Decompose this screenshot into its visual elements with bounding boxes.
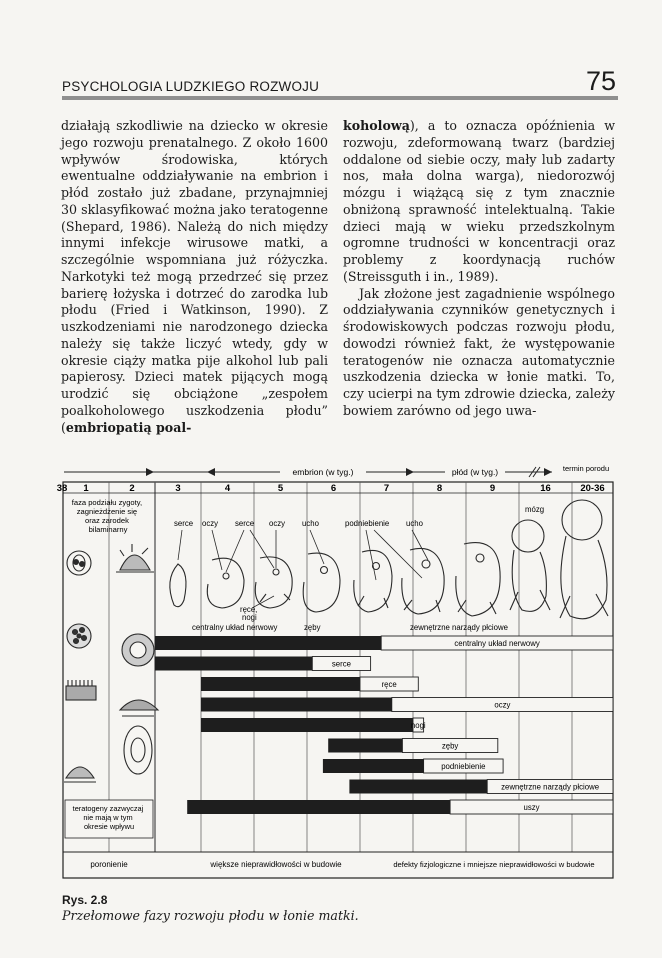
footer-defekty: defekty fizjologiczne i mniejsze nieprawidłowości w budowie	[393, 860, 595, 869]
disc-icon	[120, 700, 158, 716]
organ-label-rece-nogi: ręce,	[240, 605, 258, 614]
organ-label-oczy: oczy	[202, 519, 219, 528]
bar-row	[201, 698, 613, 712]
right-paragraph-1	[343, 118, 615, 286]
left-bold-term: embriopatią poal-	[65, 419, 192, 435]
organ-label-serce: serce	[174, 519, 194, 528]
embryo-illustrations	[67, 500, 608, 619]
bar-label: nogi	[410, 721, 426, 730]
bilaminar-icon	[122, 634, 154, 666]
organ-label-podniebienie: podniebienie	[345, 519, 390, 528]
bar-row	[323, 759, 503, 773]
arrow-head	[544, 468, 552, 476]
stage-description: faza podziału zygoty, zagnieżdżenie się oraz zarodek bilaminarny	[71, 498, 143, 534]
left-paragraph	[61, 118, 328, 436]
bar-label: zewnętrzne narządy płciowe	[501, 782, 600, 792]
bar-label: podniebienie	[441, 762, 486, 771]
embryo-week-3	[170, 564, 186, 607]
susceptibility-illustrations	[64, 624, 158, 782]
week-number: 2	[129, 483, 135, 494]
oval-embryo-icon	[124, 726, 152, 774]
period-embrion-label: embrion (w tyg.)	[292, 467, 354, 477]
arrow-head	[207, 468, 215, 476]
zygote-illustration	[67, 551, 91, 575]
bar-label: ręce	[381, 680, 397, 689]
trophoblast-icon	[66, 680, 96, 700]
organ-labels	[174, 505, 544, 632]
embryo-week-4	[207, 558, 244, 608]
critical-period-bars	[155, 636, 613, 814]
right-paragraph-2: Jak złożone jest zagadnienie wspólnego oddziaływania czynników genetycznych i środowiskowych podczas rozwoju płodu, dowodzi również fakt, że występowanie teratogenów nie oznacza automatycznie uszkodzenia dziecka w łonie matki. To, czy ucierpi na tym zdrowie dziecka, zależy bowiem zarówno od jego uwa-	[343, 285, 615, 418]
fetus-week-16	[510, 520, 550, 611]
week-number: 16	[540, 483, 551, 494]
embryo-week-7	[354, 550, 392, 612]
right-text-1: ), a to oznacza opóźnienia w rozwoju, zdeformowaną twarz (bardziej oddalone od siebie oczy, mały lub zadarty nos, mała dolna warga), niedorozwój mózgu i wiążącą się z tym znacznie obniżoną sprawność intelektualną. Takie dzieci mają w wieku przedszkolnym ogromne trudności w koncentracji oraz problemy z koordynacją ruchów (Streissguth i in., 1989).	[343, 118, 615, 284]
organ-label-cun: centralny układ nerwowy	[192, 623, 278, 632]
period-plod-label: płód (w tyg.)	[451, 467, 499, 477]
week-number: 38	[56, 483, 68, 494]
right-column	[343, 118, 615, 420]
termin-label: termin porodu	[562, 464, 610, 473]
week-number: 5	[277, 483, 284, 494]
fetus-week-9	[456, 543, 500, 616]
right-bold-term: koholową	[343, 118, 410, 133]
week-number: 1	[83, 483, 89, 494]
bar-dark-segment	[349, 780, 487, 794]
bar-label: serce	[331, 659, 351, 669]
bar-row	[155, 636, 613, 650]
bar-dark-segment	[323, 759, 424, 773]
week-numbers	[57, 483, 605, 494]
week-number: 7	[383, 483, 390, 494]
bar-label: zęby	[441, 741, 459, 751]
arrow-head	[406, 468, 414, 476]
week-number: 9	[489, 483, 496, 494]
organ-label-zeby: zęby	[304, 623, 321, 632]
figure-caption	[62, 892, 615, 924]
bar-row	[201, 677, 418, 691]
bar-label: uszy	[523, 803, 540, 812]
organ-label-serce-2: serce	[235, 519, 255, 528]
organ-label-ucho-2: ucho	[406, 519, 423, 528]
running-title: PSYCHOLOGIA LUDZKIEGO ROZWOJU	[62, 79, 320, 94]
bar-label: centralny układ nerwowy	[454, 639, 540, 648]
bar-dark-segment	[155, 657, 312, 671]
left-text: działają szkodliwie na dziecko w okresie jego rozwoju prenatalnego. Z około 1600 wpływów środowiska, których ewentualne oddziaływanie na embrion i płód zostało już zbadane, przynajmniej 30 sklasyfikować można jako teratogenne (Shepard, 1986). Należą do nich między innymi infekcje wirusowe matki, a szczególnie wspomniana już różyczka. Narkotyki też mogą przedrzeć się przez barierę łożyska i dotrzeć do zarodka lub płodu (Fried i Watkinson, 1990). Z uszkodzeniami nie narodzonego dziecka należy się także liczyć wtedy, gdy w okresie ciąży matka pije alkohol lub pali papierosy. Dzieci matek pijących mogą urodzić się obciążone „zespołem poalkoholowego uszkodzenia płodu” (	[61, 118, 328, 435]
organ-label-zewn: zewnętrzne narządy płciowe	[410, 623, 508, 632]
figure-2-8	[56, 460, 615, 880]
implantation-illustration	[116, 544, 154, 572]
footer-wieksze: większe nieprawidłowości w budowie	[210, 860, 342, 869]
period-header	[64, 464, 609, 478]
organ-label-ucho: ucho	[302, 519, 319, 528]
bar-dark-segment	[201, 698, 392, 712]
organ-label-mozg: mózg	[525, 505, 545, 514]
teratogen-note: teratogeny zazwyczaj nie mają w tym okresie wpływu	[72, 804, 144, 831]
bar-row	[328, 739, 498, 753]
week-number: 4	[224, 483, 231, 494]
bar-label: oczy	[494, 700, 511, 710]
week-number: 20-36	[580, 483, 605, 494]
bar-row	[187, 800, 613, 814]
figure-label: Rys. 2.8	[62, 893, 108, 907]
development-chart	[56, 460, 615, 880]
embryo-week-8	[402, 548, 444, 614]
organ-label-nogi: nogi	[242, 613, 257, 622]
week-number: 3	[175, 483, 181, 494]
organ-label-oczy-2: oczy	[269, 519, 286, 528]
figure-title: Przełomowe fazy rozwoju płodu w łonie matki.	[62, 908, 359, 923]
blastocyst-icon	[67, 624, 91, 648]
fetus-week-38	[560, 500, 608, 619]
week-number: 8	[436, 483, 443, 494]
bar-dark-segment	[328, 739, 402, 753]
embryo-week-6	[303, 553, 340, 612]
embryo-disc-icon	[64, 767, 96, 782]
left-column	[61, 118, 328, 436]
bar-row	[201, 718, 426, 732]
bar-dark-segment	[201, 677, 360, 691]
bar-row	[349, 780, 613, 794]
bar-dark-segment	[201, 718, 413, 732]
arrow-head	[146, 468, 154, 476]
embryo-week-5	[255, 557, 292, 608]
bar-dark-segment	[155, 636, 381, 650]
bar-row	[155, 657, 371, 671]
footer-poronienie: poronienie	[90, 860, 128, 869]
header-rule	[62, 96, 618, 100]
page-header	[62, 64, 618, 100]
week-number: 6	[330, 483, 337, 494]
bar-dark-segment	[187, 800, 450, 814]
page-number: 75	[585, 66, 616, 96]
